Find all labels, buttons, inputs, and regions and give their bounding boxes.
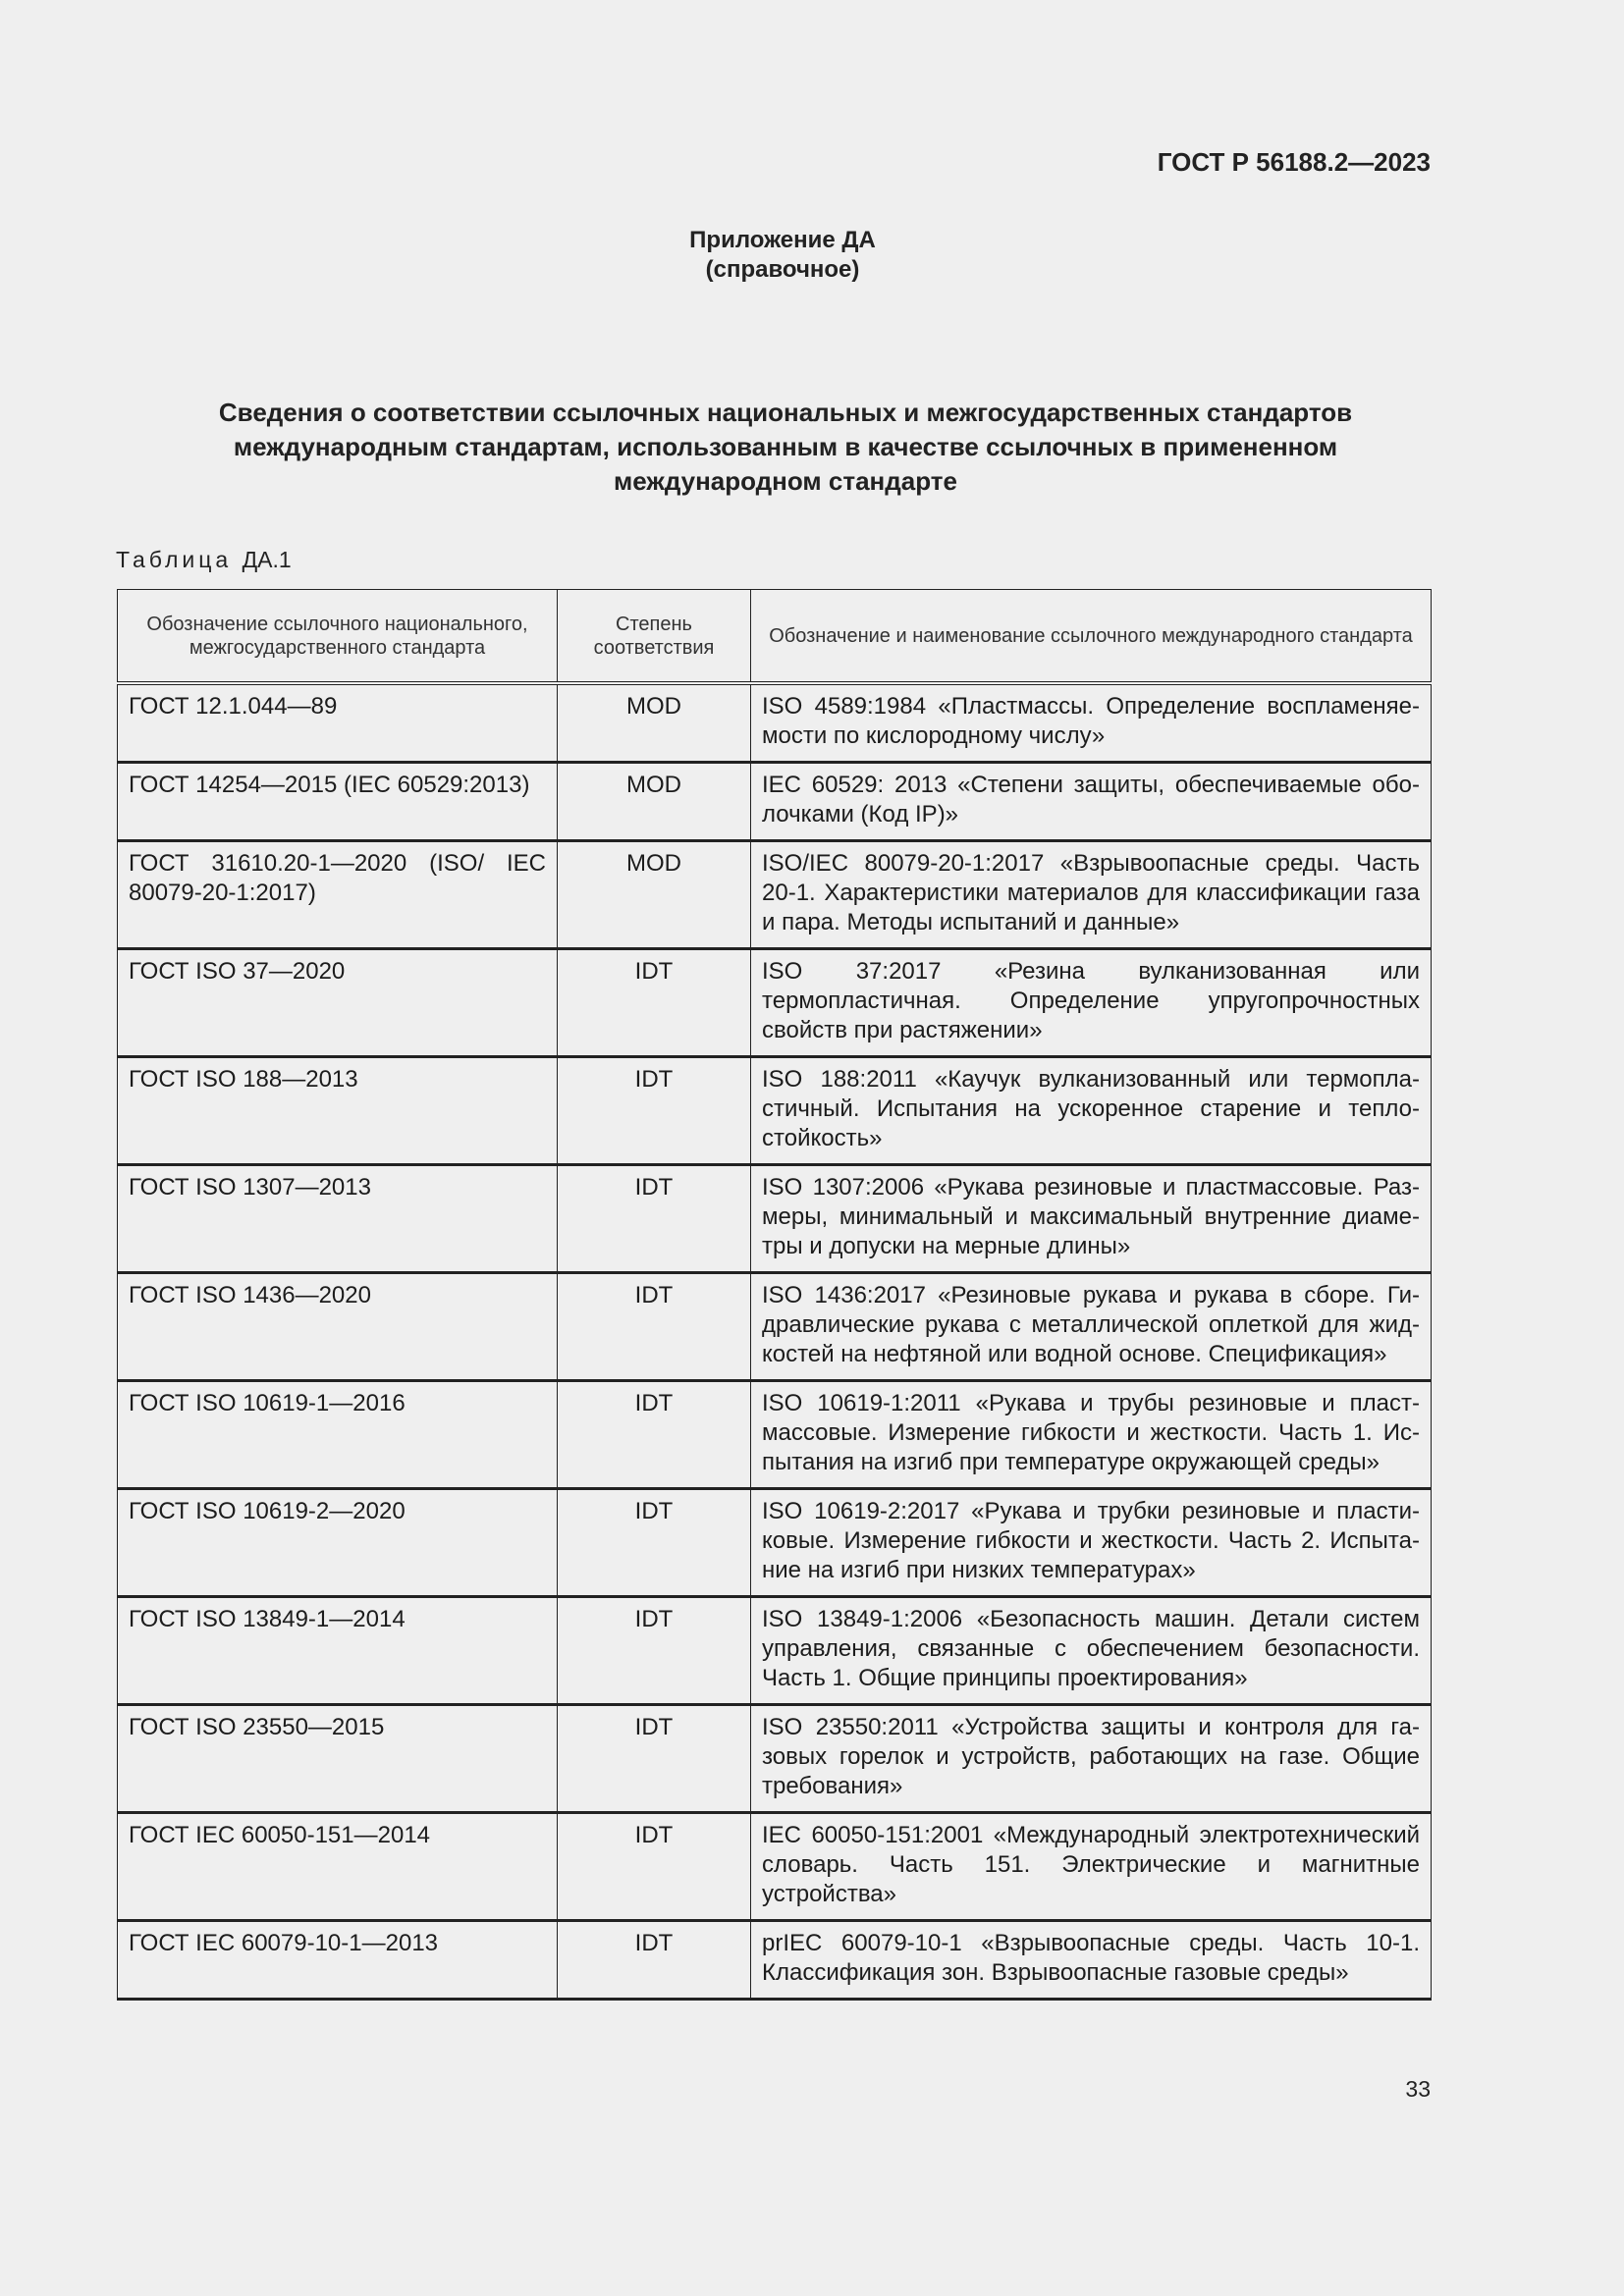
degree-cell: IDT: [558, 1812, 751, 1920]
national-standard-cell: ГОСТ IEC 60050-151—2014: [118, 1812, 558, 1920]
table-row: [118, 1164, 1432, 1272]
national-standard-cell: ГОСТ ISO 13849-1—2014: [118, 1596, 558, 1704]
degree-cell: MOD: [558, 683, 751, 762]
table-row: [118, 948, 1432, 1056]
international-standard-cell: prIEC 60079-10-1 «Взрывоопасные среды. Часть 10-1. Классификация зон. Взрывоопасные газовые среды»: [751, 1920, 1432, 1999]
national-standard-cell: ГОСТ ISO 37—2020: [118, 948, 558, 1056]
annex-title-line: международном стандарте: [614, 466, 957, 496]
table-caption: [116, 547, 292, 573]
table-row: [118, 1056, 1432, 1164]
national-standard-cell: ГОСТ ISO 188—2013: [118, 1056, 558, 1164]
annex-title-line: Сведения о соответствии ссылочных национальных и межгосударственных стандартов: [218, 398, 1353, 427]
degree-cell: IDT: [558, 948, 751, 1056]
column-header-degree: Степень соответствия: [558, 590, 751, 684]
table-row: [118, 1704, 1432, 1812]
degree-cell: IDT: [558, 1488, 751, 1596]
national-standard-cell: ГОСТ 12.1.044—89: [118, 683, 558, 762]
table-row: [118, 1596, 1432, 1704]
degree-cell: IDT: [558, 1164, 751, 1272]
international-standard-cell: IEC 60529: 2013 «Степени защиты, обеспечиваемые оболочками (Код IP)»: [751, 762, 1432, 840]
table-caption-word: Таблица: [116, 547, 233, 572]
degree-cell: MOD: [558, 762, 751, 840]
table-body: [118, 683, 1432, 1999]
table-row: [118, 1380, 1432, 1488]
table-row: [118, 1488, 1432, 1596]
international-standard-cell: ISO 1436:2017 «Резиновые рукава и рукава в сборе. Гидравлические рукава с металлической оплеткой для жидкостей на нефтяной или водной основе. Спецификация»: [751, 1272, 1432, 1380]
degree-cell: IDT: [558, 1056, 751, 1164]
reference-standards-table: [117, 589, 1432, 2001]
national-standard-cell: ГОСТ ISO 10619-2—2020: [118, 1488, 558, 1596]
degree-cell: IDT: [558, 1380, 751, 1488]
table-caption-number: ДА.1: [242, 547, 292, 572]
international-standard-cell: ISO 10619-2:2017 «Рукава и трубки резиновые и пластиковые. Измерение гибкости и жесткости. Часть 2. Испытание на изгиб при низких температурах»: [751, 1488, 1432, 1596]
international-standard-cell: IEC 60050-151:2001 «Международный электротехнический словарь. Часть 151. Электрические и магнитные устройства»: [751, 1812, 1432, 1920]
table-header-row: [118, 590, 1432, 684]
international-standard-cell: ISO 23550:2011 «Устройства защиты и контроля для газовых горелок и устройств, работающих на газе. Общие требования»: [751, 1704, 1432, 1812]
table-row: [118, 1812, 1432, 1920]
table-row: [118, 840, 1432, 948]
annex-title: [147, 396, 1424, 499]
national-standard-cell: ГОСТ IEC 60079-10-1—2013: [118, 1920, 558, 1999]
degree-cell: IDT: [558, 1920, 751, 1999]
national-standard-cell: ГОСТ ISO 1436—2020: [118, 1272, 558, 1380]
national-standard-cell: ГОСТ ISO 1307—2013: [118, 1164, 558, 1272]
degree-cell: IDT: [558, 1704, 751, 1812]
degree-cell: IDT: [558, 1272, 751, 1380]
national-standard-cell: ГОСТ 31610.20-1—2020 (ISO/ IEC 80079-20-1:2017): [118, 840, 558, 948]
table-row: [118, 683, 1432, 762]
document-code: ГОСТ Р 56188.2—2023: [1157, 147, 1431, 177]
international-standard-cell: ISO 188:2011 «Каучук вулканизованный или термопластичный. Испытания на ускоренное старение и теплостойкость»: [751, 1056, 1432, 1164]
national-standard-cell: ГОСТ ISO 10619-1—2016: [118, 1380, 558, 1488]
annex-label: Приложение ДА: [689, 227, 876, 253]
international-standard-cell: ISO 13849-1:2006 «Безопасность машин. Детали систем управления, связанные с обеспечением безопасности. Часть 1. Общие принципы проектирования»: [751, 1596, 1432, 1704]
national-standard-cell: ГОСТ ISO 23550—2015: [118, 1704, 558, 1812]
degree-cell: MOD: [558, 840, 751, 948]
annex-title-line: международным стандартам, использованным в качестве ссылочных в примененном: [233, 432, 1338, 461]
national-standard-cell: ГОСТ 14254—2015 (IEC 60529:2013): [118, 762, 558, 840]
table-row: [118, 1272, 1432, 1380]
annex-heading: [0, 226, 1565, 285]
international-standard-cell: ISO 1307:2006 «Рукава резиновые и пластмассовые. Размеры, минимальный и максимальный внутренние диаметры и допуски на мерные длины»: [751, 1164, 1432, 1272]
column-header-national-standard: Обозначение ссылочного национального, межгосударственного стандарта: [118, 590, 558, 684]
table-row: [118, 762, 1432, 840]
degree-cell: IDT: [558, 1596, 751, 1704]
column-header-international-standard: Обозначение и наименование ссылочного международного стандарта: [751, 590, 1432, 684]
annex-status: (справочное): [705, 256, 860, 283]
page-number: 33: [1405, 2076, 1431, 2102]
international-standard-cell: ISO 4589:1984 «Пластмассы. Определение воспламеняемости по кислородному числу»: [751, 683, 1432, 762]
international-standard-cell: ISO 37:2017 «Резина вулканизованная или термопластичная. Определение упругопрочностных свойств при растяжении»: [751, 948, 1432, 1056]
international-standard-cell: ISO 10619-1:2011 «Рукава и трубы резиновые и пластмассовые. Измерение гибкости и жесткости. Часть 1. Испытания на изгиб при температуре окружающей среды»: [751, 1380, 1432, 1488]
international-standard-cell: ISO/IEC 80079-20-1:2017 «Взрывоопасные среды. Часть 20-1. Характеристики материалов для классификации газа и пара. Методы испытаний и данные»: [751, 840, 1432, 948]
table-row: [118, 1920, 1432, 1999]
